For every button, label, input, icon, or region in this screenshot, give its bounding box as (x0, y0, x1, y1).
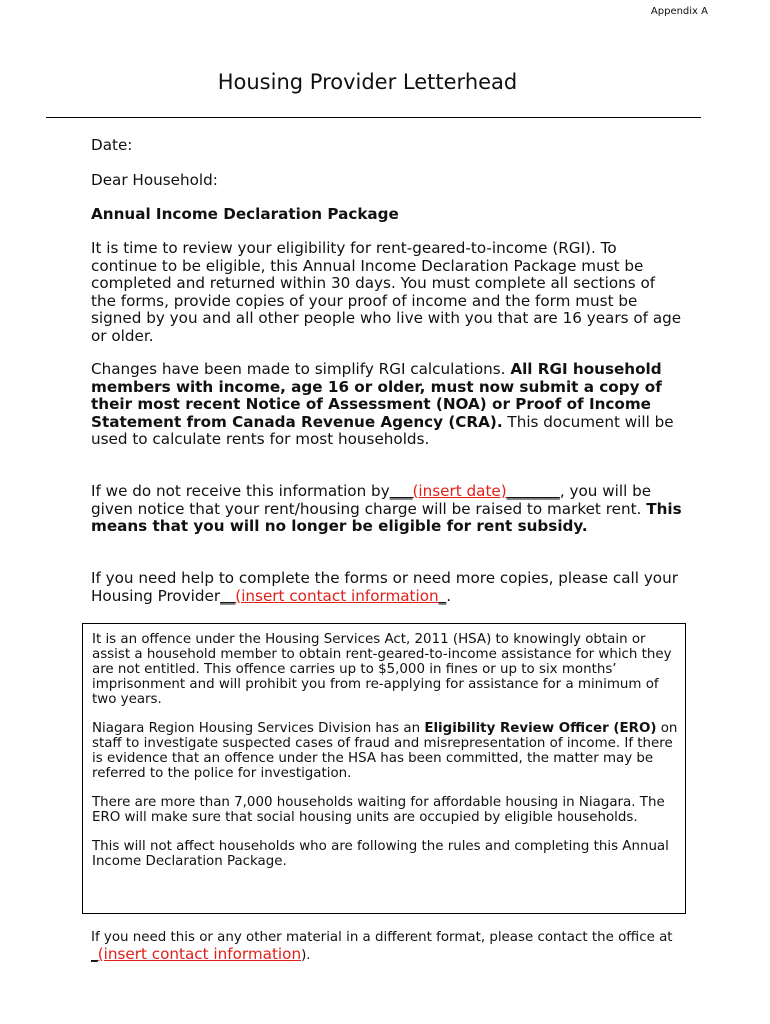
paragraph-deadline (91, 483, 683, 536)
date-line (91, 137, 691, 155)
deadline-blank-pre: ___ (389, 482, 413, 500)
changes-intro: Changes have been made to simplify RGI calculations. (91, 360, 511, 378)
salutation-text: Dear Household: (91, 171, 218, 189)
paragraph-changes (91, 361, 683, 449)
deadline-blank-post: _______ (506, 482, 560, 500)
footer-blank-pre: _ (91, 948, 98, 963)
package-heading (91, 206, 691, 224)
notice-ero-bold: Eligibility Review Officer (ERO) (424, 721, 657, 736)
paragraph-help (91, 570, 683, 605)
footer-lead: If you need this or any other material in a different format, please contact the office at (91, 930, 673, 945)
heading-text: Annual Income Declaration Package (91, 205, 399, 223)
paragraph-review-text: It is time to review your eligibility for rent-geared-to-income (RGI). To continue to be eligible, this Annual Income Declaration Package must be completed and returned within 30 days. You must complete all sections of the forms, provide copies of your proof of income and the form must be signed by you and all other people who live with you that are 16 years of age or older. (91, 239, 682, 345)
offence-notice-box (82, 623, 686, 914)
insert-date-placeholder[interactable]: (insert date) (412, 482, 507, 500)
notice-offence-text: It is an offence under the Housing Services Act, 2011 (HSA) to knowingly obtain or assist a household member to obtain rent-geared-to-income assistance for which they are not entitled. This offence carries up to $5,000 in fines or up to six months’ imprisonment and will prohibit you from re-applying for assistance for a minimum of two years. (92, 632, 672, 707)
appendix-label: Appendix A (650, 6, 708, 17)
deadline-bold: This means that you will no longer be eligible for rent subsidy. (91, 499, 682, 535)
alternate-format-note (91, 929, 691, 964)
help-lead: If you need help to complete the forms or need more copies, please call your Housing Provider (91, 569, 678, 605)
help-blank-pre: __ (220, 586, 236, 605)
footer-contact-placeholder[interactable]: (insert contact information (97, 945, 302, 963)
changes-tail: This document will be used to calculate rents for most households. (91, 412, 674, 448)
notice-ero-tail: on staff to investigate suspected cases of fraud and misrepresentation of income. If there is evidence that an offence under the HSA has been committed, the matter may be referred to the police for investigation. (92, 721, 678, 781)
insert-contact-placeholder[interactable]: (insert contact information (235, 586, 439, 605)
deadline-lead: If we do not receive this information by (91, 482, 390, 500)
letterhead-divider (46, 117, 701, 118)
help-end: . (446, 586, 452, 605)
changes-bold: All RGI household members with income, age 16 or older, must now submit a copy of their most recent Notice of Assessment (NOA) or Proof of Income Statement from Canada Revenue Agency (CRA). (91, 360, 662, 431)
notice-rules-text: This will not affect households who are following the rules and completing this Annual Income Declaration Package. (92, 839, 669, 869)
notice-ero-intro: Niagara Region Housing Services Division has an (92, 721, 425, 736)
deadline-after: , you will be given notice that your rent/housing charge will be raised to market rent. (91, 482, 652, 518)
help-blank-post: _ (438, 586, 447, 605)
footer-end: ). (301, 948, 311, 963)
notice-waiting-text: There are more than 7,000 households waiting for affordable housing in Niagara. The ERO will make sure that social housing units are occupied by eligible households. (92, 795, 665, 825)
date-label: Date: (91, 136, 133, 154)
letterhead-title: Housing Provider Letterhead (217, 70, 518, 94)
salutation (91, 172, 691, 190)
paragraph-review (91, 240, 683, 345)
